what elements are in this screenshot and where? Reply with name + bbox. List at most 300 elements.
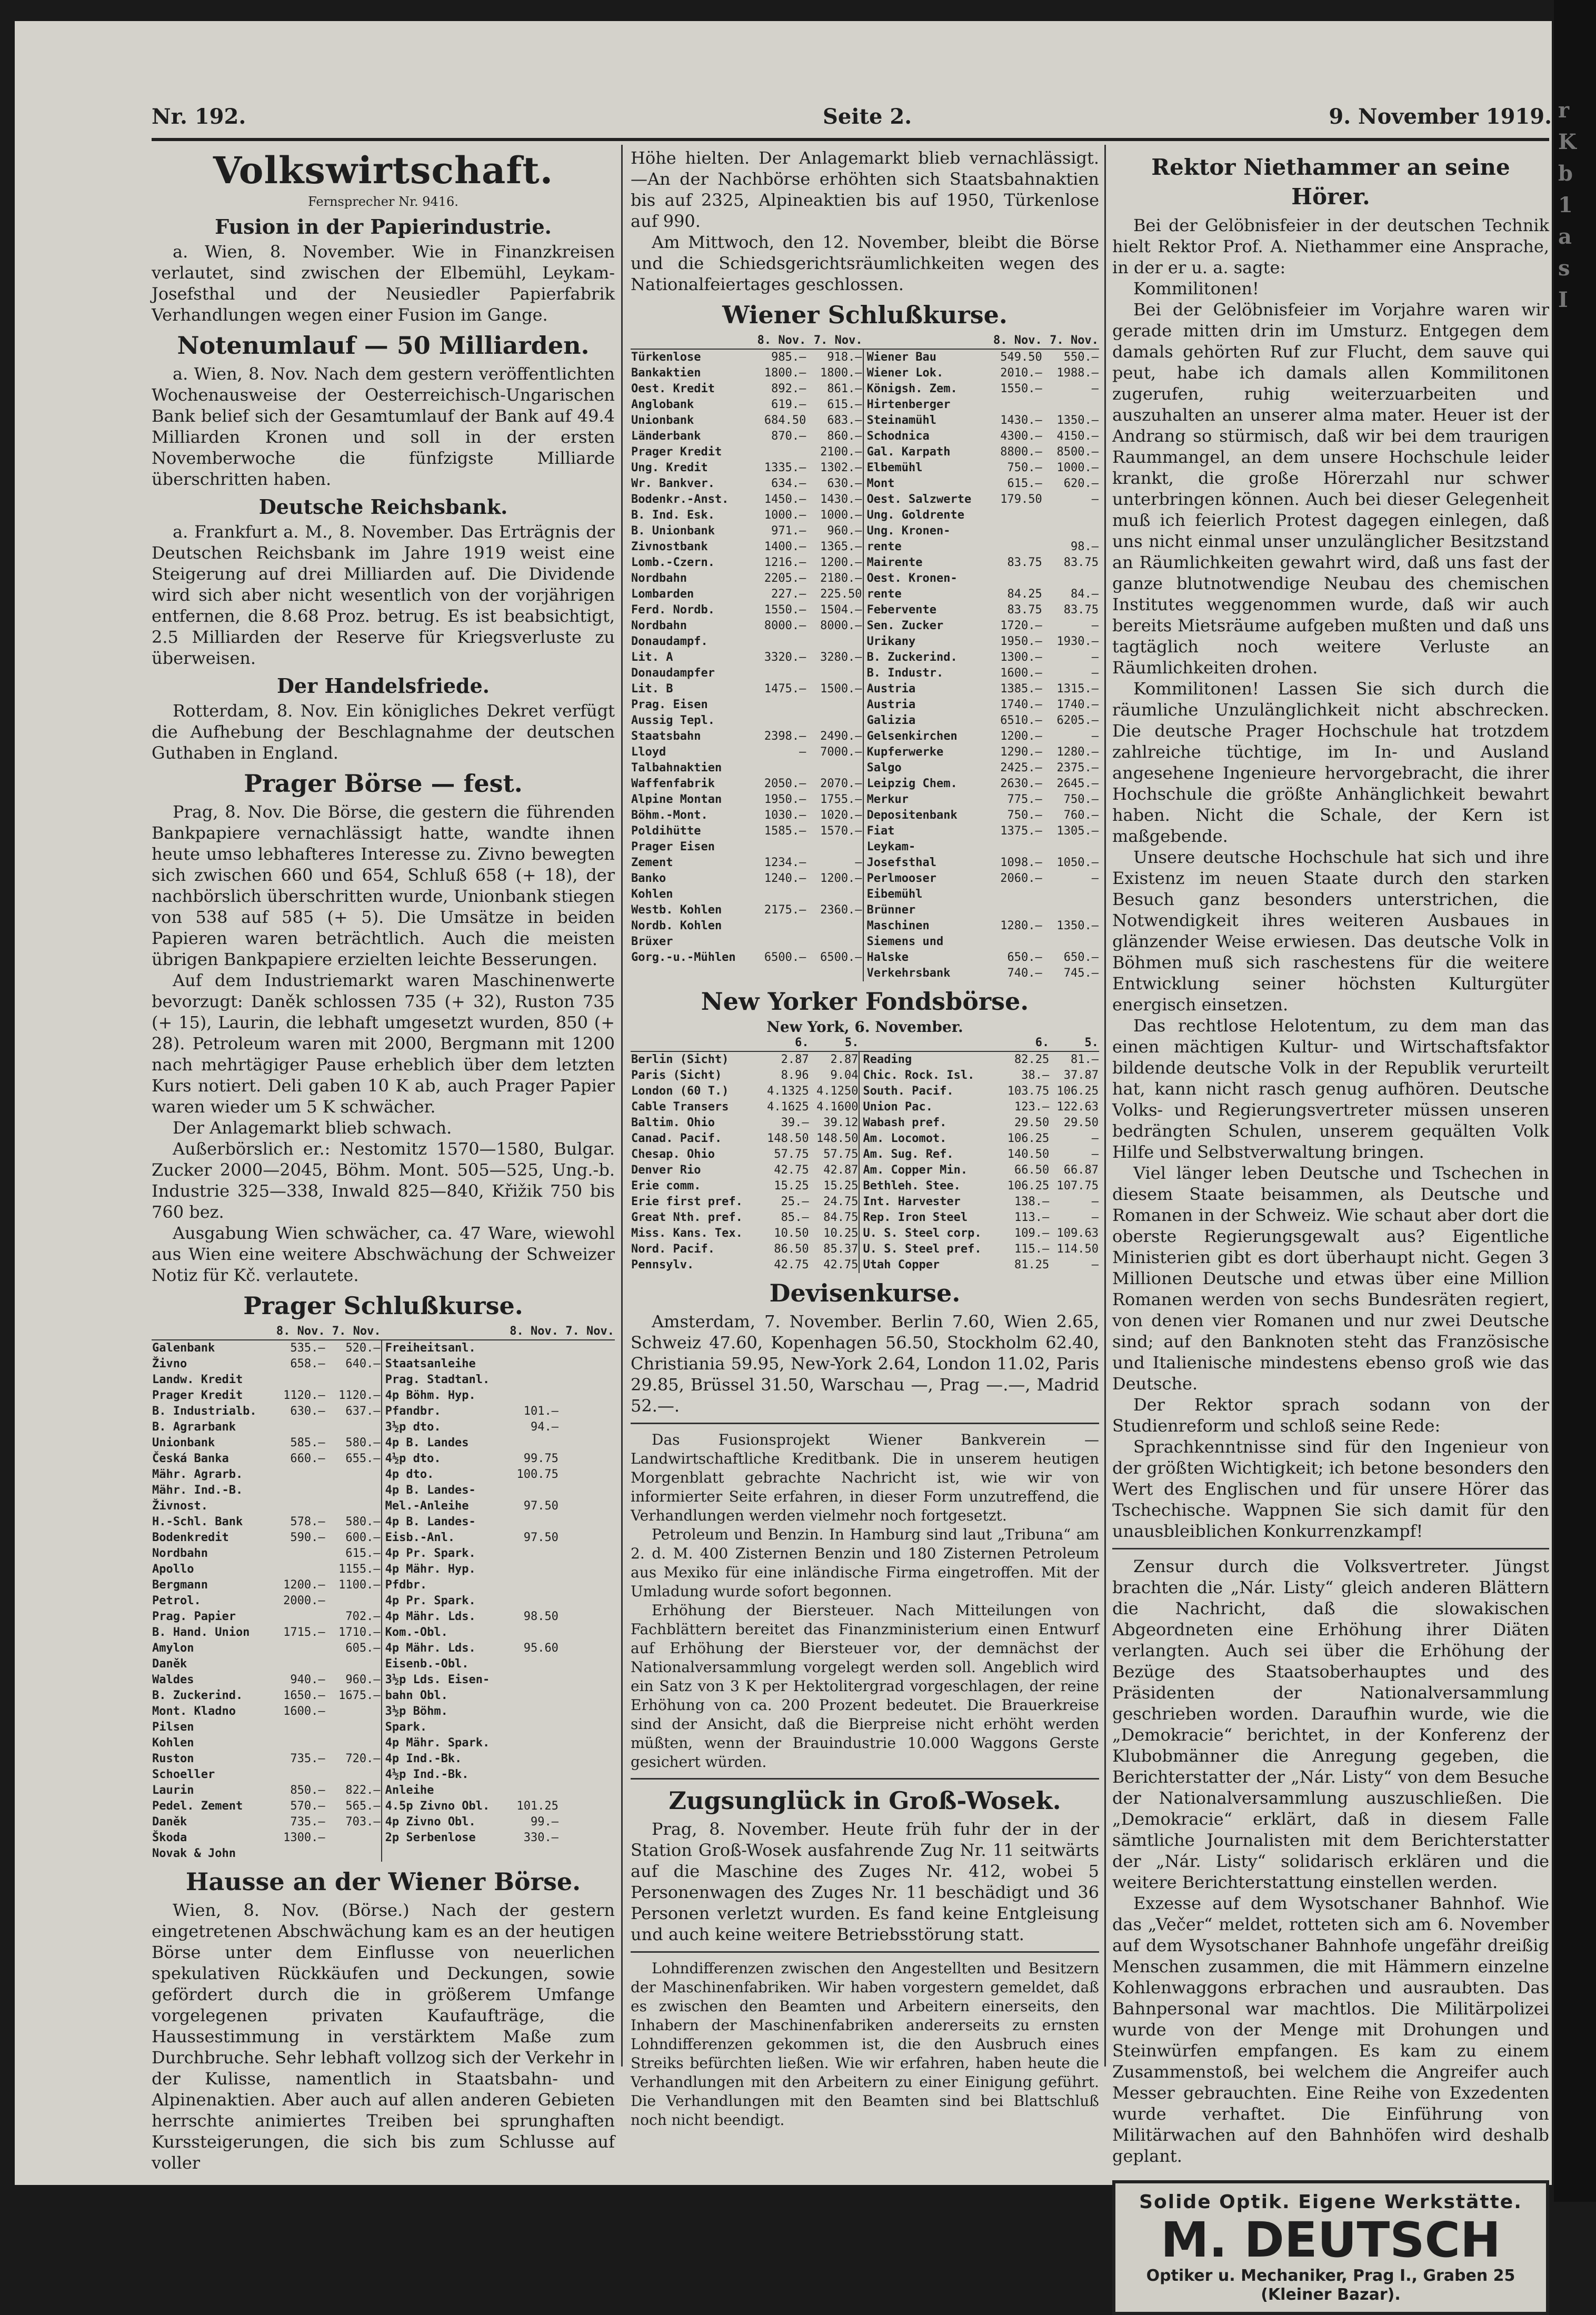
- quote-value: [806, 934, 863, 950]
- quote-value: [503, 1340, 559, 1356]
- quote-value: 619.—: [771, 398, 806, 411]
- quote-value: 15.25: [823, 1179, 859, 1193]
- table-row: [152, 1530, 615, 1546]
- table-row: [631, 776, 1099, 792]
- security-name: 4p B. Landes: [382, 1435, 503, 1451]
- table-row: [152, 1546, 615, 1562]
- table-title: Prager Schlußkurse.: [243, 1291, 523, 1320]
- table-row: [631, 523, 1099, 539]
- table-row: [152, 1577, 615, 1593]
- quote-value: [326, 1593, 382, 1609]
- table-row: [631, 571, 1099, 587]
- quote-value: [1043, 397, 1099, 413]
- quote-value: [806, 760, 863, 776]
- column-header: [152, 1324, 270, 1340]
- quote-value: 1450.—: [764, 493, 806, 506]
- table-row: [631, 871, 1099, 887]
- quote-value: 1365.—: [820, 540, 862, 553]
- quote-value: [326, 1498, 382, 1514]
- quote-value: 550.—: [1063, 351, 1099, 364]
- quote-value: 107.75: [1056, 1179, 1099, 1193]
- quote-value: [503, 1751, 559, 1767]
- table-row: [631, 760, 1099, 776]
- security-name: Fiat: [863, 823, 986, 839]
- quote-value: 29.50: [1014, 1116, 1050, 1129]
- quote-value: 1740.—: [1056, 698, 1099, 711]
- article-text: Außerbörslich er.: Nestomitz 1570—1580, Bulgar. Zucker 2000—2045, Böhm. Mont. 505—525, Ung.-b. Industrie 325—338, Inwald 825—840, Křižik 750 bis 760 bez.: [152, 1139, 615, 1222]
- quote-value: 775.—: [1007, 793, 1042, 806]
- quote-value: 2000.—: [283, 1594, 325, 1607]
- column-divider: [1104, 145, 1106, 2066]
- quote-value: 1950.—: [1000, 635, 1042, 648]
- table-row: [631, 966, 1099, 981]
- security-name: Wabash pref.: [859, 1115, 1000, 1131]
- security-name: Daněk: [152, 1657, 187, 1671]
- quote-value: 1200.—: [283, 1578, 325, 1592]
- security-name: 4p Böhm. Hyp.: [382, 1388, 503, 1404]
- column-header: [382, 1324, 503, 1340]
- table-row: [152, 1767, 615, 1783]
- quote-value: —: [799, 746, 806, 759]
- security-name: Siemens und: [863, 934, 986, 950]
- security-name: Amylon: [152, 1642, 194, 1655]
- quote-value: 2.87: [830, 1053, 859, 1066]
- quote-value: [503, 1514, 559, 1530]
- table-row: [152, 1609, 615, 1625]
- column-header: 7. Nov.: [1043, 333, 1099, 349]
- security-name: Kohlen: [631, 888, 673, 901]
- security-name: Poldihütte: [631, 824, 701, 838]
- quote-value: [503, 1783, 559, 1799]
- security-name: Mont: [863, 476, 986, 492]
- quote-value: 123.—: [1014, 1100, 1050, 1114]
- quote-value: [270, 1641, 326, 1656]
- quote-value: —: [1091, 1148, 1099, 1161]
- quote-value: [270, 1483, 326, 1498]
- quote-value: [559, 1577, 615, 1593]
- quote-value: [270, 1846, 326, 1862]
- table-row: [631, 539, 1099, 555]
- quote-value: [270, 1498, 326, 1514]
- security-name: Banko: [631, 872, 666, 885]
- quote-value: [559, 1609, 615, 1625]
- quote-value: 6500.—: [820, 951, 862, 964]
- security-name: Bankaktien: [631, 366, 701, 380]
- divider: [631, 1778, 1099, 1780]
- security-name: Ung. Kronen-: [863, 523, 986, 539]
- quote-value: [503, 1720, 559, 1735]
- security-name: Rep. Iron Steel: [859, 1210, 1000, 1226]
- security-name: Austria: [863, 681, 986, 697]
- quote-value: [326, 1846, 382, 1862]
- quote-value: [503, 1656, 559, 1672]
- security-name: Pennsylv.: [631, 1258, 694, 1271]
- table-header-row: [631, 333, 1099, 349]
- table-row: [152, 1704, 615, 1720]
- column-header: 6.: [760, 1035, 810, 1051]
- quote-value: [559, 1372, 615, 1388]
- ad-tagline: Solide Optik. Eigene Werkstätte.: [1139, 2191, 1522, 2213]
- security-name: Union Pac.: [859, 1099, 1000, 1115]
- quote-value: 720.—: [345, 1752, 381, 1765]
- table-row: [631, 792, 1099, 808]
- security-name: Eisenb.-Obl.: [382, 1656, 503, 1672]
- security-name: Türkenlose: [631, 351, 701, 364]
- quote-value: 94.—: [530, 1420, 558, 1434]
- quote-value: [750, 918, 806, 934]
- quote-value: [559, 1783, 615, 1799]
- article-text: Petroleum und Benzin. In Hamburg sind laut „Tribuna“ am 2. d. M. 400 Zisternen Benzin und 180 Zisternen Petroleum aus Mexiko für eine inländische Firma eingetroffen. Mit der Umladung wurde sofort begonnen.: [631, 1526, 1099, 1600]
- quote-value: 1375.—: [1000, 824, 1042, 838]
- quote-value: 10.50: [774, 1227, 809, 1240]
- security-name: Kom.-Obl.: [382, 1625, 503, 1641]
- quote-value: [986, 539, 1043, 555]
- table-row: [631, 429, 1099, 444]
- security-name: Lit. A: [631, 651, 673, 664]
- quote-value: 6205.—: [1056, 714, 1099, 727]
- quote-value: 1305.—: [1056, 824, 1099, 838]
- quote-value: 535.—: [290, 1342, 325, 1355]
- security-name: Brünner: [863, 902, 986, 918]
- table-row: [631, 587, 1099, 602]
- quote-value: [559, 1356, 615, 1372]
- article-text: Bei der Gelöbnisfeier im Vorjahre waren wir gerade mitten drin im Umsturz. Entgegen dem damals gehörten Ruf zur Flucht, dem sauve qui peut, habe ich damals allen Kommilitonen zugerufen, ruhig weiterzuarbeiten und auszuhalten an unserer alma mater. Heuer ist der Andrang so stürmisch, daß wir bei dem traurigen Raummangel, an dem unsere Hochschule leider krankt, die große Hörerzahl nur schwer unterbringen können. Auch bei dieser Gelegenheit muß ich feierlich Protest dagegen einlegen, daß uns nicht einmal unser unzulänglicher Besitzstand an Räumlichkeiten gewahrt wird, daß uns fast der ganze blutnotwendige Neubau des chemischen Institutes weggenommen wurde, daß wir auch bereits Mietsräume aufgeben mußten und daß uns tagtäglich noch weitere Verluste an Räumlichkeiten drohen.: [1112, 300, 1549, 678]
- security-name: B. Zuckerind.: [863, 650, 986, 665]
- quote-value: 4.1600: [816, 1100, 859, 1114]
- quote-value: 15.25: [774, 1179, 809, 1193]
- quote-value: 600.—: [345, 1531, 381, 1544]
- quote-value: [270, 1419, 326, 1435]
- security-name: Am. Locomot.: [859, 1131, 1000, 1147]
- quote-value: 227.—: [771, 588, 806, 601]
- security-name: Schodnica: [863, 429, 986, 444]
- article-title: Der Handelsfriede.: [276, 674, 490, 698]
- security-name: Waffenfabrik: [631, 777, 715, 790]
- table-row: [631, 1257, 1099, 1273]
- quote-value: 1600.—: [1000, 667, 1042, 680]
- quote-value: [270, 1562, 326, 1577]
- security-name: Wr. Bankver.: [631, 477, 715, 490]
- prager-kurse-table: [152, 1324, 615, 1862]
- security-name: 4.5p Zivno Obl.: [382, 1799, 503, 1814]
- security-name: Donaudampf.: [631, 635, 708, 648]
- quote-value: 98.—: [1071, 540, 1099, 553]
- quote-value: [326, 1735, 382, 1751]
- quote-value: 98.50: [523, 1610, 558, 1623]
- security-name: Freiheitsanl.: [382, 1340, 503, 1356]
- column-divider: [621, 145, 623, 2066]
- security-name: Denver Rio: [631, 1164, 701, 1177]
- security-name: Pfandbr.: [382, 1404, 503, 1419]
- quote-value: 103.75: [1007, 1085, 1050, 1098]
- quote-value: [806, 966, 863, 981]
- security-name: Unionbank: [631, 414, 694, 427]
- security-name: Gorg.-u.-Mühlen: [631, 951, 736, 964]
- quote-value: 861.—: [827, 382, 862, 395]
- table-row: [631, 855, 1099, 871]
- quote-value: 8.96: [781, 1069, 809, 1082]
- security-name: 4p dto.: [382, 1467, 503, 1483]
- table-row: [631, 902, 1099, 918]
- security-name: 4½p Ind.-Bk.: [382, 1767, 503, 1783]
- quote-value: —: [1091, 1195, 1099, 1208]
- article-title: Fusion in der Papierindustrie.: [215, 215, 552, 239]
- section-subtitle: Fernsprecher Nr. 9416.: [308, 194, 458, 209]
- divider: [631, 1423, 1099, 1424]
- security-name: Zivnostbank: [631, 540, 708, 553]
- quote-value: 2425.—: [1000, 761, 1042, 774]
- quote-value: [806, 839, 863, 855]
- column-header: 5.: [1050, 1035, 1099, 1051]
- quote-value: 97.50: [523, 1531, 558, 1544]
- security-name: Leykam-: [863, 839, 986, 855]
- security-name: 3½p Böhm.: [382, 1704, 503, 1720]
- article-text: Amsterdam, 7. November. Berlin 7.60, Wien 2.65, Schweiz 47.60, Kopenhagen 56.50, Stockholm 62.40, Christiania 59.95, New-York 2.64, London 11.02, Paris 29.85, Brüssel 31.50, Warschau —, Prag —.—, Madrid 52.—.: [631, 1311, 1099, 1416]
- quote-value: 565.—: [345, 1800, 381, 1813]
- article-title: Zugsunglück in Groß-Wosek.: [669, 1786, 1061, 1815]
- table-row: [152, 1467, 615, 1483]
- quote-value: 1650.—: [283, 1689, 325, 1702]
- quote-value: [559, 1593, 615, 1609]
- table-row: [631, 555, 1099, 571]
- table-row: [631, 476, 1099, 492]
- quote-value: [326, 1372, 382, 1388]
- security-name: Sen. Zucker: [863, 618, 986, 634]
- security-name: Živnost.: [152, 1499, 208, 1513]
- table-row: [152, 1625, 615, 1641]
- security-name: Salgo: [863, 760, 986, 776]
- ad-location: (Kleiner Bazar).: [1261, 2286, 1401, 2304]
- newyork-kurse-table: [631, 1035, 1099, 1273]
- security-name: Nordbahn: [152, 1547, 208, 1560]
- security-name: Mont. Kladno: [152, 1705, 236, 1718]
- security-name: Merkur: [863, 792, 986, 808]
- edge-glyph: a: [1558, 224, 1572, 249]
- security-name: Baltim. Ohio: [631, 1116, 715, 1129]
- quote-value: 2398.—: [764, 730, 806, 743]
- article-text: Viel länger leben Deutsche und Tschechen in diesem Staate beisammen, als Deutsche und Romanen in der Schweiz. Wie schaut aber dort die oberste Regierungsgewalt aus? Eigentliche Ministerien gibt es dort überhaupt nicht. Gegen 3 Millionen Deutsche und etwas über eine Million Romanen werden von sechs Bundesräten regiert, von denen vier Romanen und nur zwei Deutsche sind; auf den Banknoten steht das Französische und Italienische mindestens ebenso groß wie das Deutsche.: [1112, 1163, 1549, 1394]
- quote-value: 122.63: [1056, 1100, 1099, 1114]
- article-title: Prager Börse — fest.: [244, 769, 523, 798]
- quote-value: 1740.—: [1000, 698, 1042, 711]
- quote-value: 1755.—: [820, 793, 862, 806]
- newspaper-page: [15, 21, 1552, 2304]
- quote-value: 179.50: [1000, 493, 1042, 506]
- quote-value: 658.—: [290, 1357, 325, 1370]
- quote-value: 971.—: [771, 524, 806, 538]
- quote-value: [559, 1656, 615, 1672]
- quote-value: [986, 934, 1043, 950]
- column-3: [1112, 147, 1549, 2315]
- quote-value: [986, 571, 1043, 587]
- quote-value: [503, 1846, 559, 1862]
- quote-value: 1200.—: [820, 872, 862, 885]
- article-title: Rektor Niethammer an seine Hörer.: [1151, 154, 1510, 210]
- quote-value: 1430.—: [820, 493, 862, 506]
- quote-value: [559, 1704, 615, 1720]
- quote-value: [559, 1546, 615, 1562]
- quote-value: [986, 397, 1043, 413]
- quote-value: 82.25: [1014, 1053, 1050, 1066]
- security-name: Lomb.-Czern.: [631, 556, 715, 569]
- quote-value: 1280.—: [1056, 746, 1099, 759]
- quote-value: 750.—: [1007, 461, 1042, 474]
- table-row: [631, 729, 1099, 744]
- table-row: [631, 1226, 1099, 1241]
- security-name: Nordbahn: [631, 619, 687, 632]
- quote-value: 703.—: [345, 1815, 381, 1829]
- security-name: Paris (Sicht): [631, 1069, 722, 1082]
- quote-value: 570.—: [290, 1800, 325, 1813]
- quote-value: [559, 1435, 615, 1451]
- quote-value: 4.1250: [816, 1085, 859, 1098]
- table-row: [631, 460, 1099, 476]
- quote-value: 42.87: [823, 1164, 859, 1177]
- quote-value: 109.63: [1056, 1227, 1099, 1240]
- page-header: [152, 100, 1552, 137]
- quote-value: 2.87: [781, 1053, 809, 1066]
- quote-value: [986, 887, 1043, 902]
- security-name: rente: [863, 587, 986, 602]
- quote-value: 585.—: [290, 1436, 325, 1449]
- quote-value: [270, 1609, 326, 1625]
- quote-value: 2100.—: [820, 445, 862, 459]
- table-row: [152, 1735, 615, 1751]
- security-name: Landw. Kredit: [152, 1373, 243, 1386]
- quote-value: [270, 1656, 326, 1672]
- quote-value: —: [1091, 382, 1099, 395]
- article-text: Exzesse auf dem Wysotschaner Bahnhof. Wie das „Večer“ meldet, rotteten sich am 6. November auf dem Wysotschaner Bahnhofe ungefähr dreißig Menschen zusammen, die mit Hämmern einzelne Kohlenwaggons erbrachen und ausraubten. Das Bahnpersonal war machtlos. Die Militärpolizei wurde von der Menge mit Drohungen und Steinwürfen empfangen. Es kam zu einem Zusammenstoß, bei welchem die Angreifer auch Messer gebrauchten. Eine Reihe von Exzedenten wurde verhaftet. Die Einführung von Militärwachen auf den Bahnhöfen wird deshalb geplant.: [1112, 1893, 1549, 2166]
- security-name: Mähr. Ind.-B.: [152, 1484, 243, 1497]
- quote-value: [326, 1483, 382, 1498]
- security-name: Živno: [152, 1357, 187, 1370]
- quote-value: [806, 697, 863, 713]
- quote-value: 1020.—: [820, 809, 862, 822]
- table-row: [152, 1435, 615, 1451]
- quote-value: 81.—: [1071, 1053, 1099, 1066]
- security-name: Prag. Stadtanl.: [382, 1372, 503, 1388]
- table-row: [152, 1419, 615, 1435]
- table-title: New Yorker Fondsbörse.: [701, 987, 1029, 1016]
- quote-value: 590.—: [290, 1531, 325, 1544]
- ad-address: Optiker u. Mechaniker, Prag I., Graben 25: [1146, 2267, 1515, 2285]
- table-row: [152, 1388, 615, 1404]
- quote-value: 2375.—: [1056, 761, 1099, 774]
- quote-value: 24.75: [823, 1195, 859, 1208]
- quote-value: 83.75: [1063, 603, 1099, 617]
- security-name: Ung. Kredit: [631, 461, 708, 474]
- security-name: Austria: [863, 697, 986, 713]
- quote-value: [503, 1546, 559, 1562]
- security-name: Laurin: [152, 1784, 194, 1797]
- quote-value: [559, 1814, 615, 1830]
- quote-value: 760.—: [1063, 809, 1099, 822]
- article-text: a. Wien, 8. Nov. Nach dem gestern veröffentlichten Wochenausweise der Oesterreichisch-Ungarischen Bank belief sich der Gesamtumlauf der Bank auf 49.4 Milliarden Kronen und soll in der ersten Novemberwoche die fünfzigste Milliarde überschritten haben.: [152, 364, 615, 489]
- security-name: Pilsen: [152, 1721, 194, 1734]
- security-name: B. Industrialb.: [152, 1405, 257, 1418]
- security-name: Josefsthal: [863, 855, 986, 871]
- security-name: Steinamühl: [863, 413, 986, 429]
- table-title: Wiener Schlußkurse.: [722, 301, 1008, 329]
- security-name: 4p Mähr. Lds.: [382, 1609, 503, 1625]
- security-name: Leipzig Chem.: [863, 776, 986, 792]
- security-name: Prager Eisen: [631, 840, 715, 853]
- quote-value: [503, 1593, 559, 1609]
- security-name: Reading: [859, 1051, 1000, 1068]
- table-row: [631, 1210, 1099, 1226]
- article-text: Kommilitonen! Lassen Sie sich durch die räumliche Unzulänglichkeit nicht abschrecken. Die deutsche Prager Hochschule hat trotzdem zahlreiche tüchtige, im In- und Ausland angesehene Ingenieure hervorgebracht, die ihrer Hochschule die größte Anhänglichkeit bewahrt haben. Nicht die Schale, der Kern ist maßgebende.: [1112, 679, 1549, 846]
- quote-value: 2070.—: [820, 777, 862, 790]
- quote-value: [559, 1641, 615, 1656]
- quote-value: 1240.—: [764, 872, 806, 885]
- quote-value: [559, 1767, 615, 1783]
- quote-value: [559, 1340, 615, 1356]
- quote-value: 84.75: [823, 1211, 859, 1224]
- table-row: [631, 1099, 1099, 1115]
- security-name: London (60 T.): [631, 1085, 729, 1098]
- divider: [1112, 1548, 1549, 1549]
- security-name: Galizia: [863, 713, 986, 729]
- quote-value: —: [1091, 619, 1099, 632]
- quote-value: 615.—: [345, 1547, 381, 1560]
- quote-value: 1050.—: [1056, 856, 1099, 869]
- security-name: 3½p dto.: [382, 1419, 503, 1435]
- quote-value: 37.87: [1063, 1069, 1099, 1082]
- quote-value: [1043, 523, 1099, 539]
- quote-value: [326, 1467, 382, 1483]
- quote-value: 2205.—: [764, 572, 806, 585]
- quote-value: —: [855, 856, 862, 869]
- quote-value: [559, 1830, 615, 1846]
- security-name: Böhm.-Mont.: [631, 809, 708, 822]
- security-name: Bodenkr.-Anst.: [631, 493, 729, 506]
- quote-value: 520.—: [345, 1342, 381, 1355]
- quote-value: 8500.—: [1056, 445, 1099, 459]
- quote-value: 109.—: [1014, 1227, 1050, 1240]
- quote-value: 3280.—: [820, 651, 862, 664]
- security-name: H.-Schl. Bank: [152, 1515, 243, 1528]
- quote-value: 42.75: [774, 1164, 809, 1177]
- quote-value: 84.25: [1007, 588, 1042, 601]
- quote-value: 2050.—: [764, 777, 806, 790]
- column-header: 7. Nov.: [326, 1324, 382, 1340]
- table-row: [152, 1641, 615, 1656]
- quote-value: 1950.—: [764, 793, 806, 806]
- adjacent-page-fragment: [1558, 95, 1590, 316]
- table-row: [631, 1084, 1099, 1099]
- security-name: Länderbank: [631, 430, 701, 443]
- table-row: [631, 397, 1099, 413]
- quote-value: 106.25: [1007, 1132, 1050, 1145]
- quote-value: 580.—: [345, 1515, 381, 1528]
- quote-value: 1988.—: [1056, 366, 1099, 380]
- security-name: Daněk: [152, 1815, 187, 1829]
- quote-value: 637.—: [345, 1405, 381, 1418]
- column-header: [631, 333, 750, 349]
- security-name: Lombarden: [631, 588, 694, 601]
- security-name: Zement: [631, 856, 673, 869]
- quote-value: [326, 1767, 382, 1783]
- table-row: [631, 697, 1099, 713]
- security-name: 3½p Lds. Eisen-: [382, 1672, 503, 1688]
- quote-value: [559, 1514, 615, 1530]
- security-name: Gal. Karpath: [863, 444, 986, 460]
- security-name: Prag. Eisen: [631, 698, 708, 711]
- security-name: Nordb. Kohlen: [631, 919, 722, 932]
- quote-value: 1675.—: [338, 1689, 381, 1702]
- quote-value: [503, 1704, 559, 1720]
- quote-value: 8800.—: [1000, 445, 1042, 459]
